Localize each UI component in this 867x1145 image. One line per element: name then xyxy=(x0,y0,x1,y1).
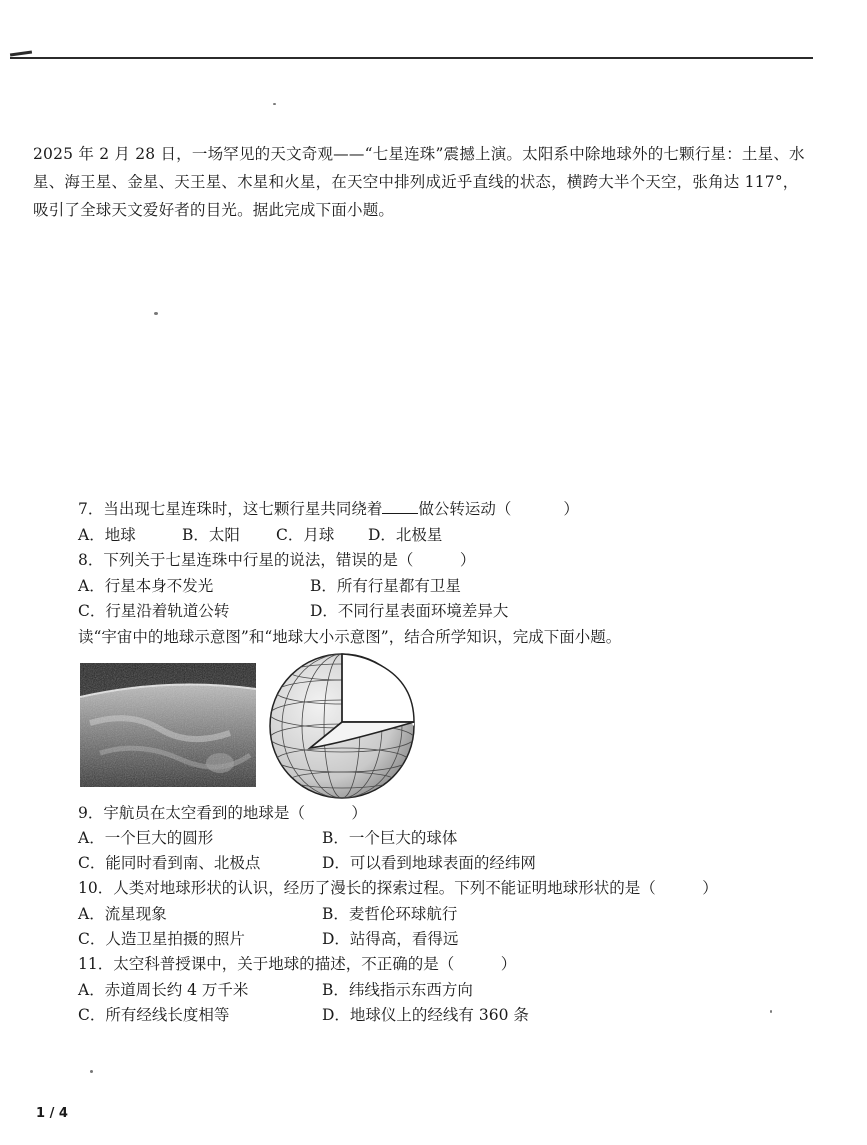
scan-speck xyxy=(273,103,276,105)
question-8-option-b: B．所有行星都有卫星 xyxy=(310,577,461,595)
question-9-option-a: A．一个巨大的圆形 xyxy=(78,829,214,847)
earth-from-space-photo xyxy=(80,663,256,787)
read-instruction: 读“宇宙中的地球示意图”和“地球大小示意图”，结合所学知识，完成下面小题。 xyxy=(78,628,622,646)
earth-size-globe-diagram xyxy=(268,652,416,800)
question-11-stem: 11．太空科普授课中，关于地球的描述，不正确的是（ ） xyxy=(78,955,517,973)
question-9-stem: 9．宇航员在太空看到的地球是（ ） xyxy=(78,804,367,822)
header-rule xyxy=(10,57,813,59)
question-11-option-d: D．地球仪上的经线有 360 条 xyxy=(322,1006,529,1024)
question-7-option-d: D．北极星 xyxy=(368,526,443,544)
question-7-stem-part-3: ） xyxy=(563,500,579,518)
question-11-option-c: C．所有经线长度相等 xyxy=(78,1006,230,1024)
header-rule-tick xyxy=(10,50,32,56)
question-11-option-b: B．纬线指示东西方向 xyxy=(322,981,473,999)
question-9-option-d: D．可以看到地球表面的经纬网 xyxy=(322,854,536,872)
question-10-option-c: C．人造卫星拍摄的照片 xyxy=(78,930,245,948)
scan-speck xyxy=(770,1010,772,1013)
question-9-option-c: C．能同时看到南、北极点 xyxy=(78,854,261,872)
question-11-option-a: A．赤道周长约 4 万千米 xyxy=(78,981,249,999)
question-8-option-c: C．行星沿着轨道公转 xyxy=(78,602,230,620)
intro-passage: 2025 年 2 月 28 日，一场罕见的天文奇观——“七星连珠”震撼上演。太阳系中除地球外的七颗行星：土星、水星、海王星、金星、天王星、木星和火星，在天空中排列成近乎直线的状态，横跨大半个天空，张角达 117°，吸引了全球天文爱好者的目光。据此完成下面小题。 xyxy=(33,145,805,219)
question-10-option-a: A．流星现象 xyxy=(78,905,167,923)
page-number: 1 / 4 xyxy=(36,1106,68,1121)
question-7-option-a: A．地球 xyxy=(78,526,136,544)
question-7-option-c: C．月球 xyxy=(276,526,335,544)
question-10-stem: 10．人类对地球形状的认识，经历了漫长的探索过程。下列不能证明地球形状的是（ ） xyxy=(78,879,718,897)
question-8-option-a: A．行星本身不发光 xyxy=(78,577,214,595)
scan-speck xyxy=(154,312,158,315)
question-8-stem: 8．下列关于七星连珠中行星的说法，错误的是（ ） xyxy=(78,551,476,569)
question-7-blank xyxy=(382,499,418,514)
question-7-stem-part-2: 做公转运动（ xyxy=(418,500,512,518)
scan-speck xyxy=(90,1070,93,1073)
question-9-option-b: B．一个巨大的球体 xyxy=(322,829,458,847)
question-10-option-d: D．站得高，看得远 xyxy=(322,930,459,948)
question-7-stem xyxy=(78,498,579,520)
question-8-option-d: D．不同行星表面环境差异大 xyxy=(310,602,509,620)
question-7-stem-part-1: 7．当出现七星连珠时，这七颗行星共同绕着 xyxy=(78,500,383,518)
question-10-option-b: B．麦哲伦环球航行 xyxy=(322,905,458,923)
question-7-option-b: B．太阳 xyxy=(182,526,240,544)
